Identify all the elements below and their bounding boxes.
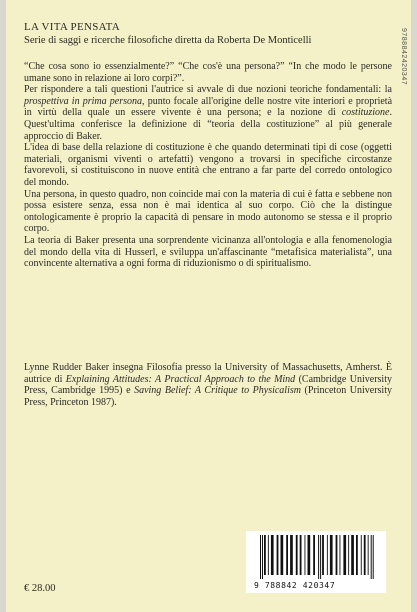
- barcode-bar: [373, 535, 374, 579]
- barcode-bar: [281, 535, 284, 575]
- blurb-paragraph: Una persona, in questo quadro, non coincide mai con la materia di cui è fatta e sebbene non possa esistere senza, essa non è mai identica al suo corpo. Ciò che la distingue ontologicamente è proprio la capacità di pensare in modo autonomo se stessa e il proprio corpo.: [24, 188, 392, 235]
- barcode-bar: [343, 535, 346, 575]
- barcode-bar: [371, 535, 372, 579]
- bio-text: (Princeton University Press, Princeton 1987).: [24, 385, 392, 408]
- bio-book-title: Saving Belief: A Critique to Physicalism: [134, 385, 301, 397]
- barcode-bar: [260, 535, 261, 579]
- blurb-text: . Quest'ultima conferisce la definizione di “teoria della costituzione” al più generale approccio di Baker.: [24, 107, 392, 142]
- barcode-bar: [330, 535, 333, 575]
- barcode-bar: [348, 535, 349, 575]
- series-subtitle: Serie di saggi e ricerche filosofiche diretta da Roberta De Monticelli: [24, 35, 312, 46]
- barcode-bar: [271, 535, 274, 575]
- barcode-bar: [327, 535, 328, 575]
- bio-text: (Cambridge University Press, Cambridge 1995) e: [24, 373, 392, 397]
- barcode-bar: [305, 535, 306, 575]
- barcode-bar: [268, 535, 269, 575]
- barcode-bar: [290, 535, 293, 575]
- blurb-paragraph: La teoria di Baker presenta una sorprendente vicinanza all'ontologia e alla fenomenologia del mondo della vita di Husserl, e sviluppa un'affascinante “metafisica materialista”, una convincente alternativa a ogni forma di riduzionismo o di spiritualismo.: [24, 234, 392, 270]
- blurb-emphasis: prospettiva in prima persona: [24, 95, 143, 107]
- barcode-bar: [296, 535, 298, 575]
- blurb-emphasis: costituzione: [341, 107, 390, 119]
- barcode-bar: [361, 535, 362, 575]
- author-bio-text: [24, 362, 392, 408]
- blurb-text: Per rispondere a tali questioni l'autrice si avvale di due nozioni teoriche fondamentali: la: [24, 84, 392, 96]
- barcode-bar: [336, 535, 338, 575]
- barcode: [246, 531, 386, 593]
- barcode-bar: [351, 535, 354, 575]
- barcode-bar: [340, 535, 341, 575]
- barcode-bar: [320, 535, 321, 579]
- barcode-bar: [262, 535, 263, 579]
- barcode-bar: [313, 535, 315, 575]
- barcode-bar: [264, 535, 266, 575]
- bio-book-title: Explaining Attitudes: A Practical Approach to the Mind: [65, 373, 296, 385]
- price: € 28.00: [24, 583, 56, 594]
- blurb: [24, 61, 392, 270]
- barcode-bar: [318, 535, 319, 579]
- barcode-bar: [308, 535, 311, 575]
- barcode-bar: [286, 535, 288, 575]
- author-bio: [24, 362, 392, 408]
- barcode-bar: [300, 535, 302, 575]
- spine-isbn: 9788842420347: [400, 28, 407, 86]
- bio-text: Lynne Rudder Baker insegna Filosofia presso la University of Massachusetts, Amherst. È autrice di: [24, 362, 392, 385]
- blurb-questions: “Che cosa sono io essenzialmente?” “Che cos'è una persona?” “In che modo le persone umane sono in relazione ai loro corpi?”.: [24, 61, 392, 84]
- barcode-digits: 9 788842 420347: [254, 581, 336, 590]
- blurb-paragraph: [24, 84, 392, 142]
- blurb-text: , punto focale all'origine delle nostre vite interiori e proprietà in virtù della quale un essere vivente è una persona; e la nozione di: [24, 95, 393, 119]
- back-cover: [6, 0, 411, 612]
- barcode-bar: [368, 535, 369, 575]
- barcode-bars: [258, 535, 376, 579]
- barcode-bar: [364, 535, 366, 575]
- series-title: LA VITA PENSATA: [24, 21, 121, 33]
- blurb-paragraph: L'idea di base della relazione di costituzione è che quando determinati tipi di cose (oggetti materiali, organismi viventi o artefatti) vengono a trovarsi in specifiche circostanze favorevoli, si costituiscono in nuove entità che entrano a far parte del corredo ontologico del mondo.: [24, 142, 392, 188]
- barcode-bar: [277, 535, 279, 575]
- barcode-bar: [356, 535, 358, 575]
- barcode-bar: [322, 535, 324, 575]
